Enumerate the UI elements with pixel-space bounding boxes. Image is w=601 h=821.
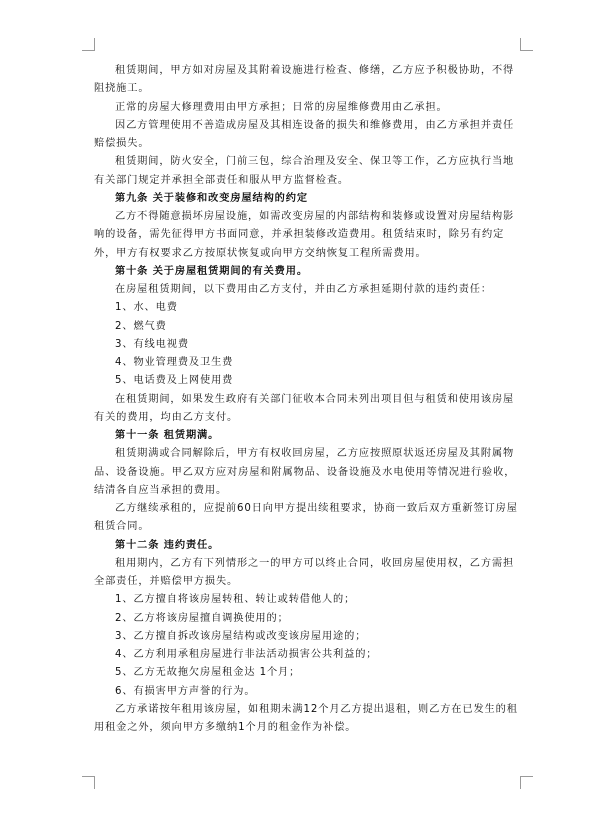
paragraph: 租赁期间，防火安全，门前三包，综合治理及安全、保卫等工作，乙方应执行当地有关部门规定并承担全部责任和服从甲方监督检查。 (94, 156, 515, 186)
paragraph: 乙方不得随意损坏房屋设施，如需改变房屋的内部结构和装修或设置对房屋结构影响的设备，需先征得甲方书面同意，并承担装修改造费用。租赁结束时，除另有约定外，甲方有权要求乙方按原状恢复或向甲方交纳恢复工程所需费用。 (94, 211, 515, 259)
list-item: 5、电话费及上网使用费 (115, 375, 234, 387)
paragraph: 在租赁期间，如果发生政府有关部门征收本合同未列出项目但与租赁和使用该房屋有关的费用，均由乙方支付。 (94, 393, 515, 423)
paragraph: 租赁期满或合同解除后，甲方有权收回房屋，乙方应按照原状返还房屋及其附属物品、设备设施。甲乙双方应对房屋和附属物品、设备设施及水电使用等情况进行验收，结清各自应当承担的费用。 (94, 448, 516, 496)
paragraph: 乙方承诺按年租用该房屋，如租期未满12个月乙方提出退租，则乙方在已发生的租用租金之外，须向甲方多缴纳1个月的租金作为补偿。 (94, 703, 518, 733)
page-corner-mark-bottom-right (520, 776, 533, 789)
list-item: 2、燃气费 (115, 320, 167, 332)
list-item: 1、水、电费 (115, 302, 178, 314)
page-corner-mark-top-right (520, 38, 533, 51)
paragraph: 租赁期间，甲方如对房屋及其附着设施进行检查、修缮，乙方应予积极协助，不得阻挠施工。 (94, 65, 515, 95)
paragraph: 正常的房屋大修理费用由甲方承担；日常的房屋维修费用由乙承担。 (115, 101, 448, 113)
list-item: 6、有损害甲方声誉的行为。 (115, 685, 256, 697)
page-corner-mark-top-left (82, 38, 95, 51)
section-heading: 第十条 关于房屋租赁期间的有关费用。 (115, 265, 308, 277)
paragraph: 因乙方管理使用不善造成房屋及其相连设备的损失和维修费用，由乙方承担并责任赔偿损失。 (94, 119, 515, 149)
paragraph: 租用期内，乙方有下列情形之一的甲方可以终止合同，收回房屋使用权，乙方需担全部责任，并赔偿甲方损失。 (94, 557, 515, 587)
list-item: 4、物业管理费及卫生费 (115, 357, 234, 368)
section-heading: 第九条 关于装修和改变房屋结构的约定 (115, 192, 308, 204)
list-item: 5、乙方无故拖欠房屋租金达 1个月； (115, 667, 301, 679)
list-item: 2、乙方将该房屋擅自调换使用的； (115, 612, 289, 624)
list-item: 3、有线电视费 (115, 338, 189, 350)
document-body (94, 62, 520, 737)
list-item: 4、乙方利用承租房屋进行非法活动损害公共利益的； (115, 649, 378, 660)
paragraph: 在房屋租赁期间，以下费用由乙方支付，并由乙方承担延期付款的违约责任： (115, 284, 492, 295)
list-item: 3、乙方擅自拆改该房屋结构或改变该房屋用途的； (115, 630, 367, 642)
section-heading: 第十一条 租赁期满。 (115, 430, 220, 441)
paragraph: 乙方继续承租的，应提前60日向甲方提出续租要求，协商一致后双方重新签订房屋租赁合同。 (94, 503, 518, 533)
page-corner-mark-bottom-left (82, 776, 95, 789)
section-heading: 第十二条 违约责任。 (115, 539, 220, 551)
list-item: 1、乙方擅自将该房屋转租、转让或转借他人的； (115, 594, 356, 606)
